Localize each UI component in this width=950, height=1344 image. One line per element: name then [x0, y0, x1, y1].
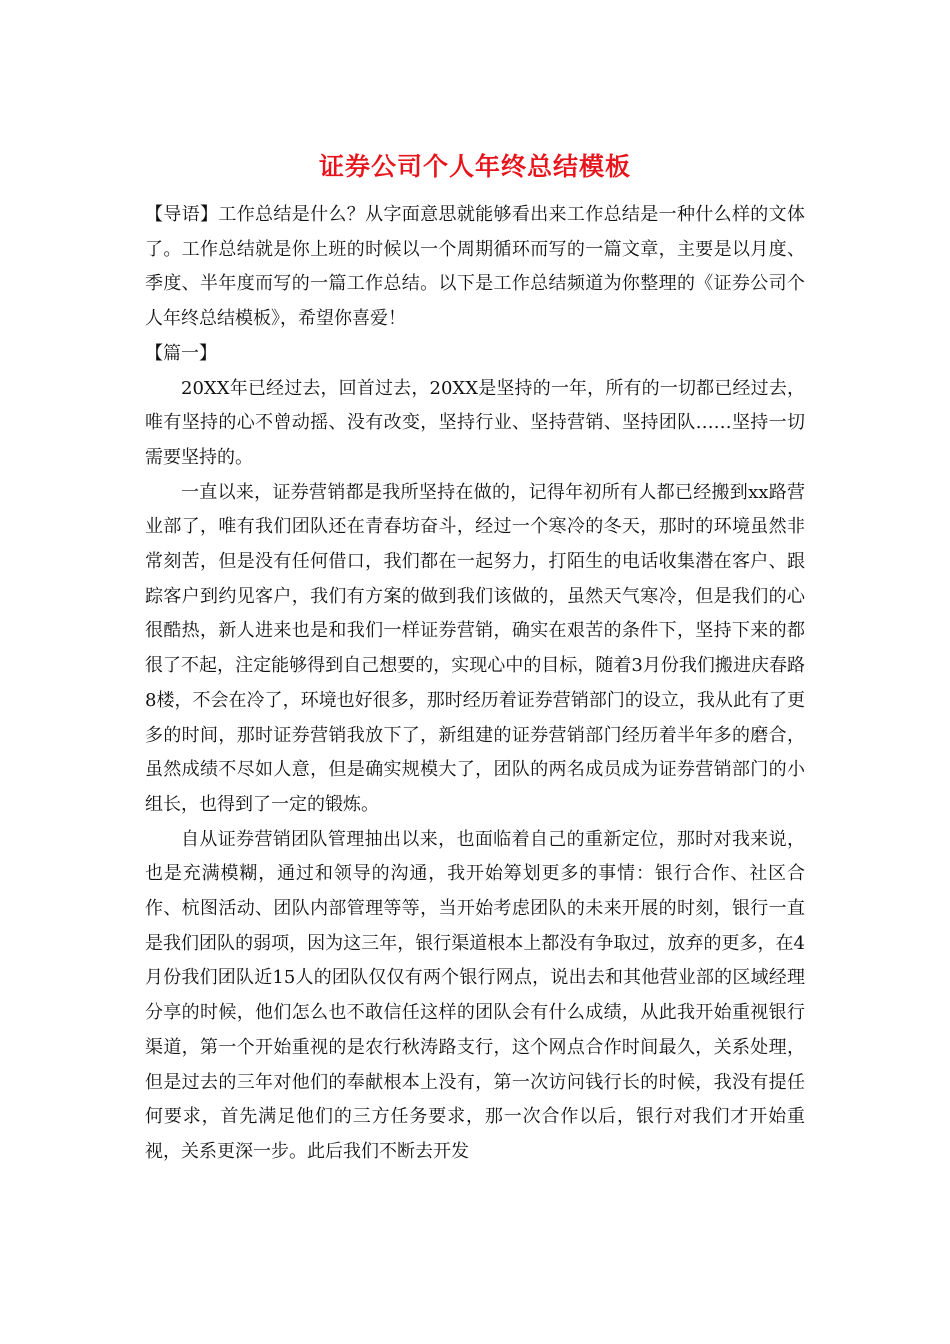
document-title: 证券公司个人年终总结模板 [318, 152, 631, 181]
body-paragraph-1: 20XX年已经过去，回首过去，20XX是坚持的一年，所有的一切都已经过去，唯有坚持的心不曾动摇、没有改变，坚持行业、坚持营销、坚持团队……坚持一切需要坚持的。 [145, 377, 805, 468]
document-body [145, 198, 805, 1170]
body-paragraph-2: 一直以来，证券营销都是我所坚持在做的，记得年初所有人都已经搬到xx路营业部了，唯有我们团队还在青春坊奋斗，经过一个寒冷的冬天，那时的环境虽然非常刻苦，但是没有任何借口，我们都在一起努力，打陌生的电话收集潜在客户、跟踪客户到约见客户，我们有方案的做到我们该做的，虽然天气寒冷，但是我们的心很酷热，新人进来也是和我们一样证券营销，确实在艰苦的条件下，坚持下来的都很了不起，注定能够得到自己想要的，实现心中的目标，随着3月份我们搬进庆春路8楼，不会在冷了，环境也好很多，那时经历着证券营销部门的设立，我从此有了更多的时间，那时证券营销我放下了，新组建的证券营销部门经历着半年多的磨合，虽然成绩不尽如人意，但是确实规模大了，团队的两名成员成为证券营销部门的小组长，也得到了一定的锻炼。 [145, 481, 805, 815]
section-heading: 【篇一】 [145, 342, 217, 364]
body-paragraph-3: 自从证券营销团队管理抽出以来，也面临着自己的重新定位，那时对我来说，也是充满模糊，通过和领导的沟通，我开始筹划更多的事情：银行合作、社区合作、杭图活动、团队内部管理等等，当开始考虑团队的未来开展的时刻，银行一直是我们团队的弱项，因为这三年，银行渠道根本上都没有争取过，放弃的更多，在4月份我们团队近15人的团队仅仅有两个银行网点，说出去和其他营业部的区域经理分享的时候，他们怎么也不敢信任这样的团队会有什么成绩，从此我开始重视银行渠道，第一个开始重视的是农行秋涛路支行，这个网点合作时间最久，关系处理，但是过去的三年对他们的奉献根本上没有，第一次访问钱行长的时候，我没有提任何要求，首先满足他们的三方任务要求，那一次合作以后，银行对我们才开始重视，关系更深一步。此后我们不断去开发 [145, 828, 805, 1162]
intro-paragraph: 【导语】工作总结是什么？从字面意思就能够看出来工作总结是一种什么样的文体了。工作总结就是你上班的时候以一个周期循环而写的一篇文章，主要是以月度、季度、半年度而写的一篇工作总结。以下是工作总结频道为你整理的《证券公司个人年终总结模板》，希望你喜爱！ [145, 204, 805, 330]
